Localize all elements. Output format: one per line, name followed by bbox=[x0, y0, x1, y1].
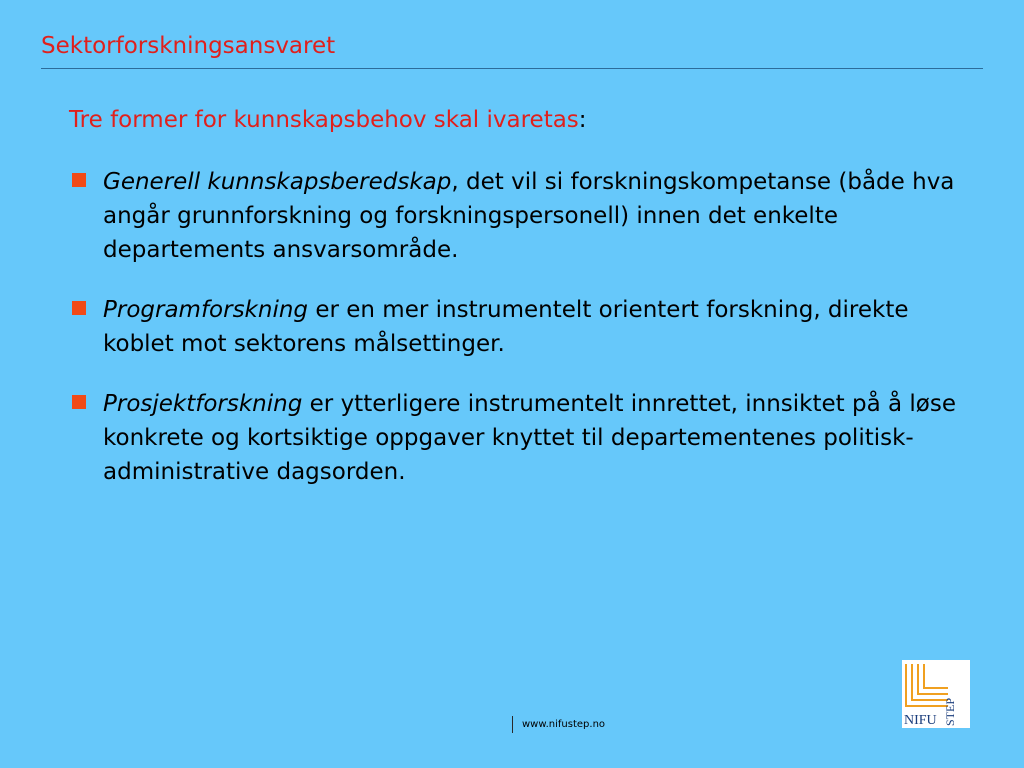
logo-text-nifu: NIFU bbox=[904, 713, 937, 728]
bullet-text bbox=[103, 169, 954, 263]
footer-url: www.nifustep.no bbox=[522, 719, 606, 730]
square-bullet-icon bbox=[72, 301, 86, 315]
bullet-term: Generell kunnskapsberedskap bbox=[103, 169, 452, 195]
bullet-list bbox=[72, 165, 972, 515]
bullet-text bbox=[103, 391, 956, 485]
bullet-text bbox=[103, 297, 909, 357]
bullet-body: , det vil si forskningskompetanse (både hva angår grunnforskning og forskningspersonell) innen det enkelte departements ansvarsområde. bbox=[103, 169, 955, 263]
intro-lead: Tre former for kunnskapsbehov skal ivaretas bbox=[69, 107, 579, 133]
bullet-item bbox=[72, 165, 972, 267]
title-divider bbox=[41, 68, 983, 69]
bullet-body: er en mer instrumentelt orientert forskning, direkte koblet mot sektorens målsettinger. bbox=[103, 297, 909, 357]
bullet-term: Prosjektforskning bbox=[103, 391, 303, 417]
bullet-body: er ytterligere instrumentelt innrettet, innsiktet på å løse konkrete og kortsiktige oppgaver knyttet til departementenes politisk-administrative dagsorden. bbox=[103, 391, 957, 485]
intro-colon: : bbox=[578, 107, 587, 133]
bullet-term: Programforskning bbox=[103, 297, 309, 323]
square-bullet-icon bbox=[72, 395, 86, 409]
bullet-item bbox=[72, 387, 972, 489]
logo-text-step: STEP bbox=[943, 697, 957, 726]
slide-title: Sektorforskningsansvaret bbox=[41, 33, 336, 59]
intro-line bbox=[69, 107, 587, 133]
bullet-item bbox=[72, 293, 972, 361]
square-bullet-icon bbox=[72, 173, 86, 187]
nifu-step-logo bbox=[902, 660, 970, 728]
footer-separator bbox=[512, 716, 513, 733]
